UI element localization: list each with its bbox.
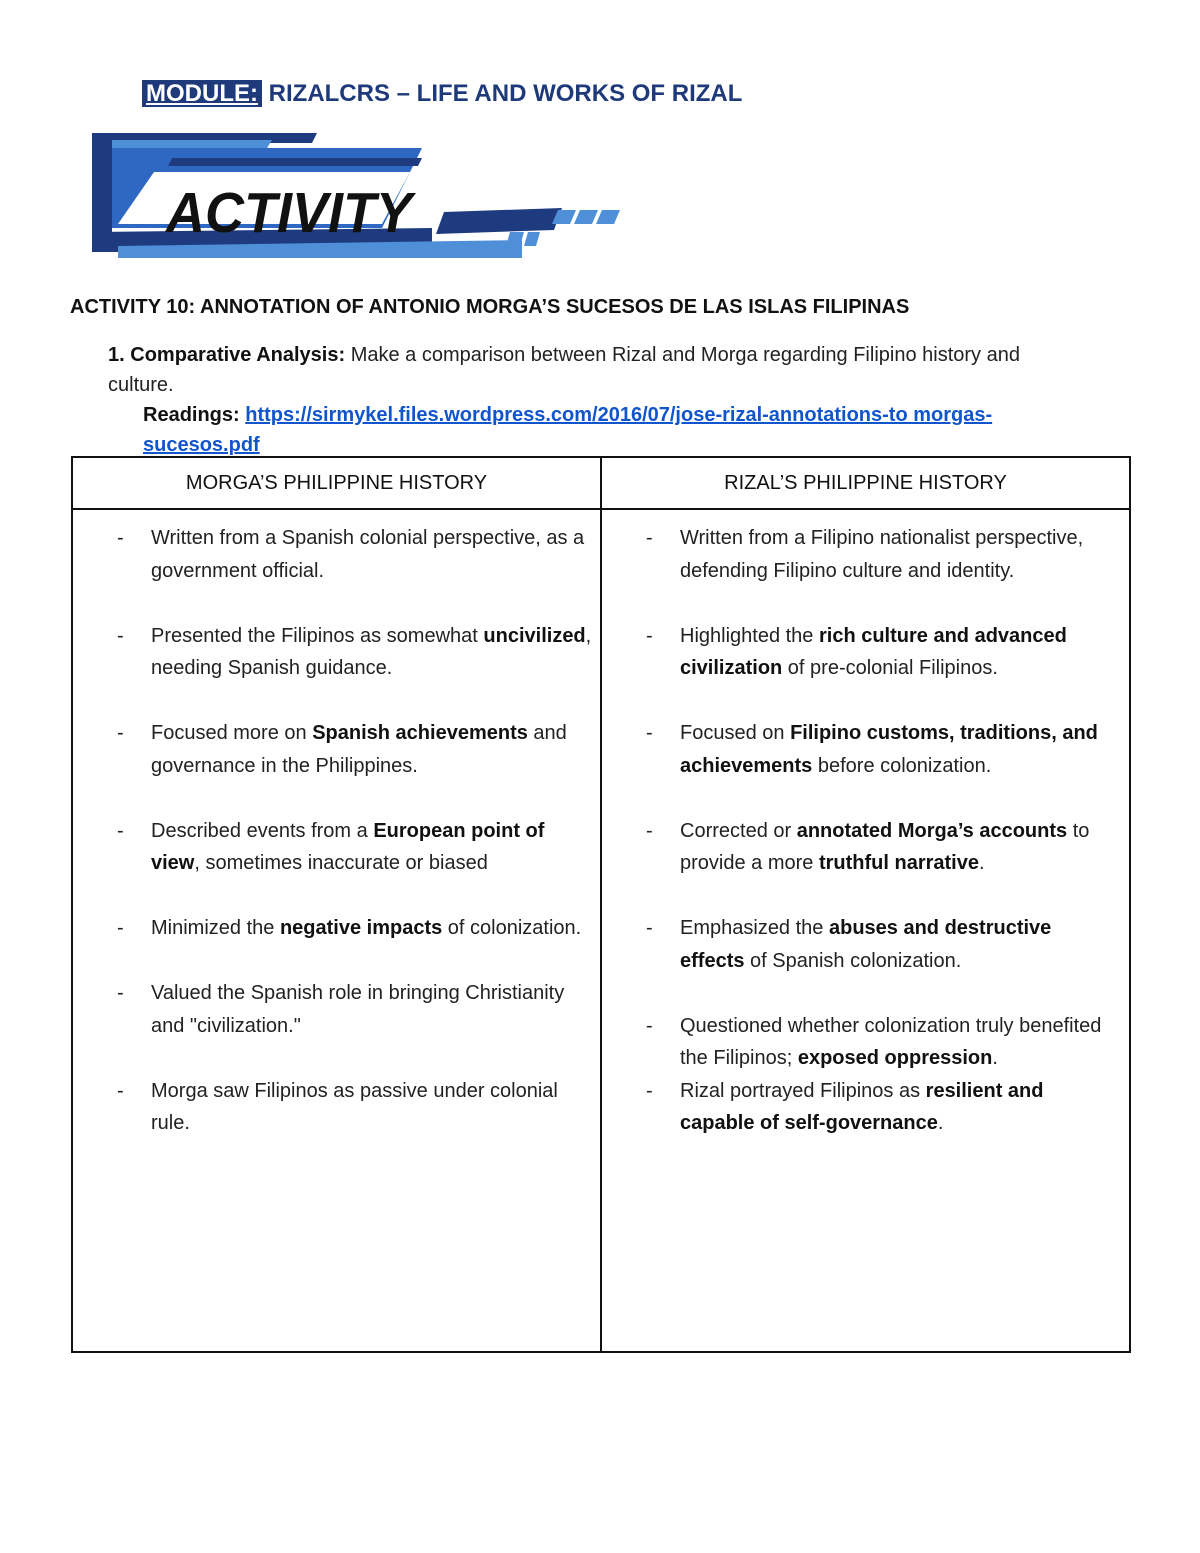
readings-label: Readings: [143,404,240,426]
module-tag: MODULE: [142,80,262,107]
activity-banner [92,128,622,263]
activity-item [108,340,1068,460]
list-item: - Valued the Spanish role in bringing Christianity and "civilization." [117,982,565,1037]
list-item: - Corrected or annotated Morga’s accounts to provide a more truthful narrative. [646,819,1090,874]
item-number: 1. [108,344,125,366]
rizal-column-header: RIZAL’S PHILIPPINE HISTORY [601,457,1130,509]
list-item: - Emphasized the abuses and destructive effects of Spanish colonization. [646,917,1052,972]
list-item: - Presented the Filipinos as somewhat uncivilized, needing Spanish guidance. [117,624,592,679]
list-item: - Focused on Filipino customs, traditions, and achievements before colonization. [646,722,1098,777]
activity-banner-text: ACTIVITY [166,180,412,245]
item-instructions: Make a comparison between Rizal and Morga regarding Filipino history and culture. [108,344,1020,396]
module-title: RIZALCRS – LIFE AND WORKS OF RIZAL [261,80,743,107]
module-header [142,80,742,108]
list-item: - Focused more on Spanish achievements and governance in the Philippines. [117,722,567,777]
list-item: - Written from a Filipino nationalist perspective, defending Filipino culture and identity. [646,527,1084,582]
morga-column [72,509,601,1352]
rizal-column [601,509,1130,1352]
comparison-table [71,456,1131,1353]
readings-link[interactable]: https://sirmykel.files.wordpress.com/2016/07/jose-rizal-annotations-to morgas-sucesos.pdf [143,404,993,456]
list-item: - Questioned whether colonization truly benefited the Filipinos; exposed oppression. [646,1014,1102,1069]
list-item: - Rizal portrayed Filipinos as resilient and capable of self-governance. [646,1079,1044,1134]
morga-column-header: MORGA’S PHILIPPINE HISTORY [72,457,601,509]
list-item: - Morga saw Filipinos as passive under colonial rule. [117,1079,558,1134]
list-item: - Highlighted the rich culture and advanced civilization of pre-colonial Filipinos. [646,624,1067,679]
list-item: - Described events from a European point of view, sometimes inaccurate or biased [117,819,545,874]
item-heading: Comparative Analysis: [130,344,346,366]
list-item: - Minimized the negative impacts of colonization. [117,917,582,939]
activity-title: ACTIVITY 10: ANNOTATION OF ANTONIO MORGA’S SUCESOS DE LAS ISLAS FILIPINAS [70,296,910,318]
list-item: - Written from a Spanish colonial perspective, as a government official. [117,527,585,582]
